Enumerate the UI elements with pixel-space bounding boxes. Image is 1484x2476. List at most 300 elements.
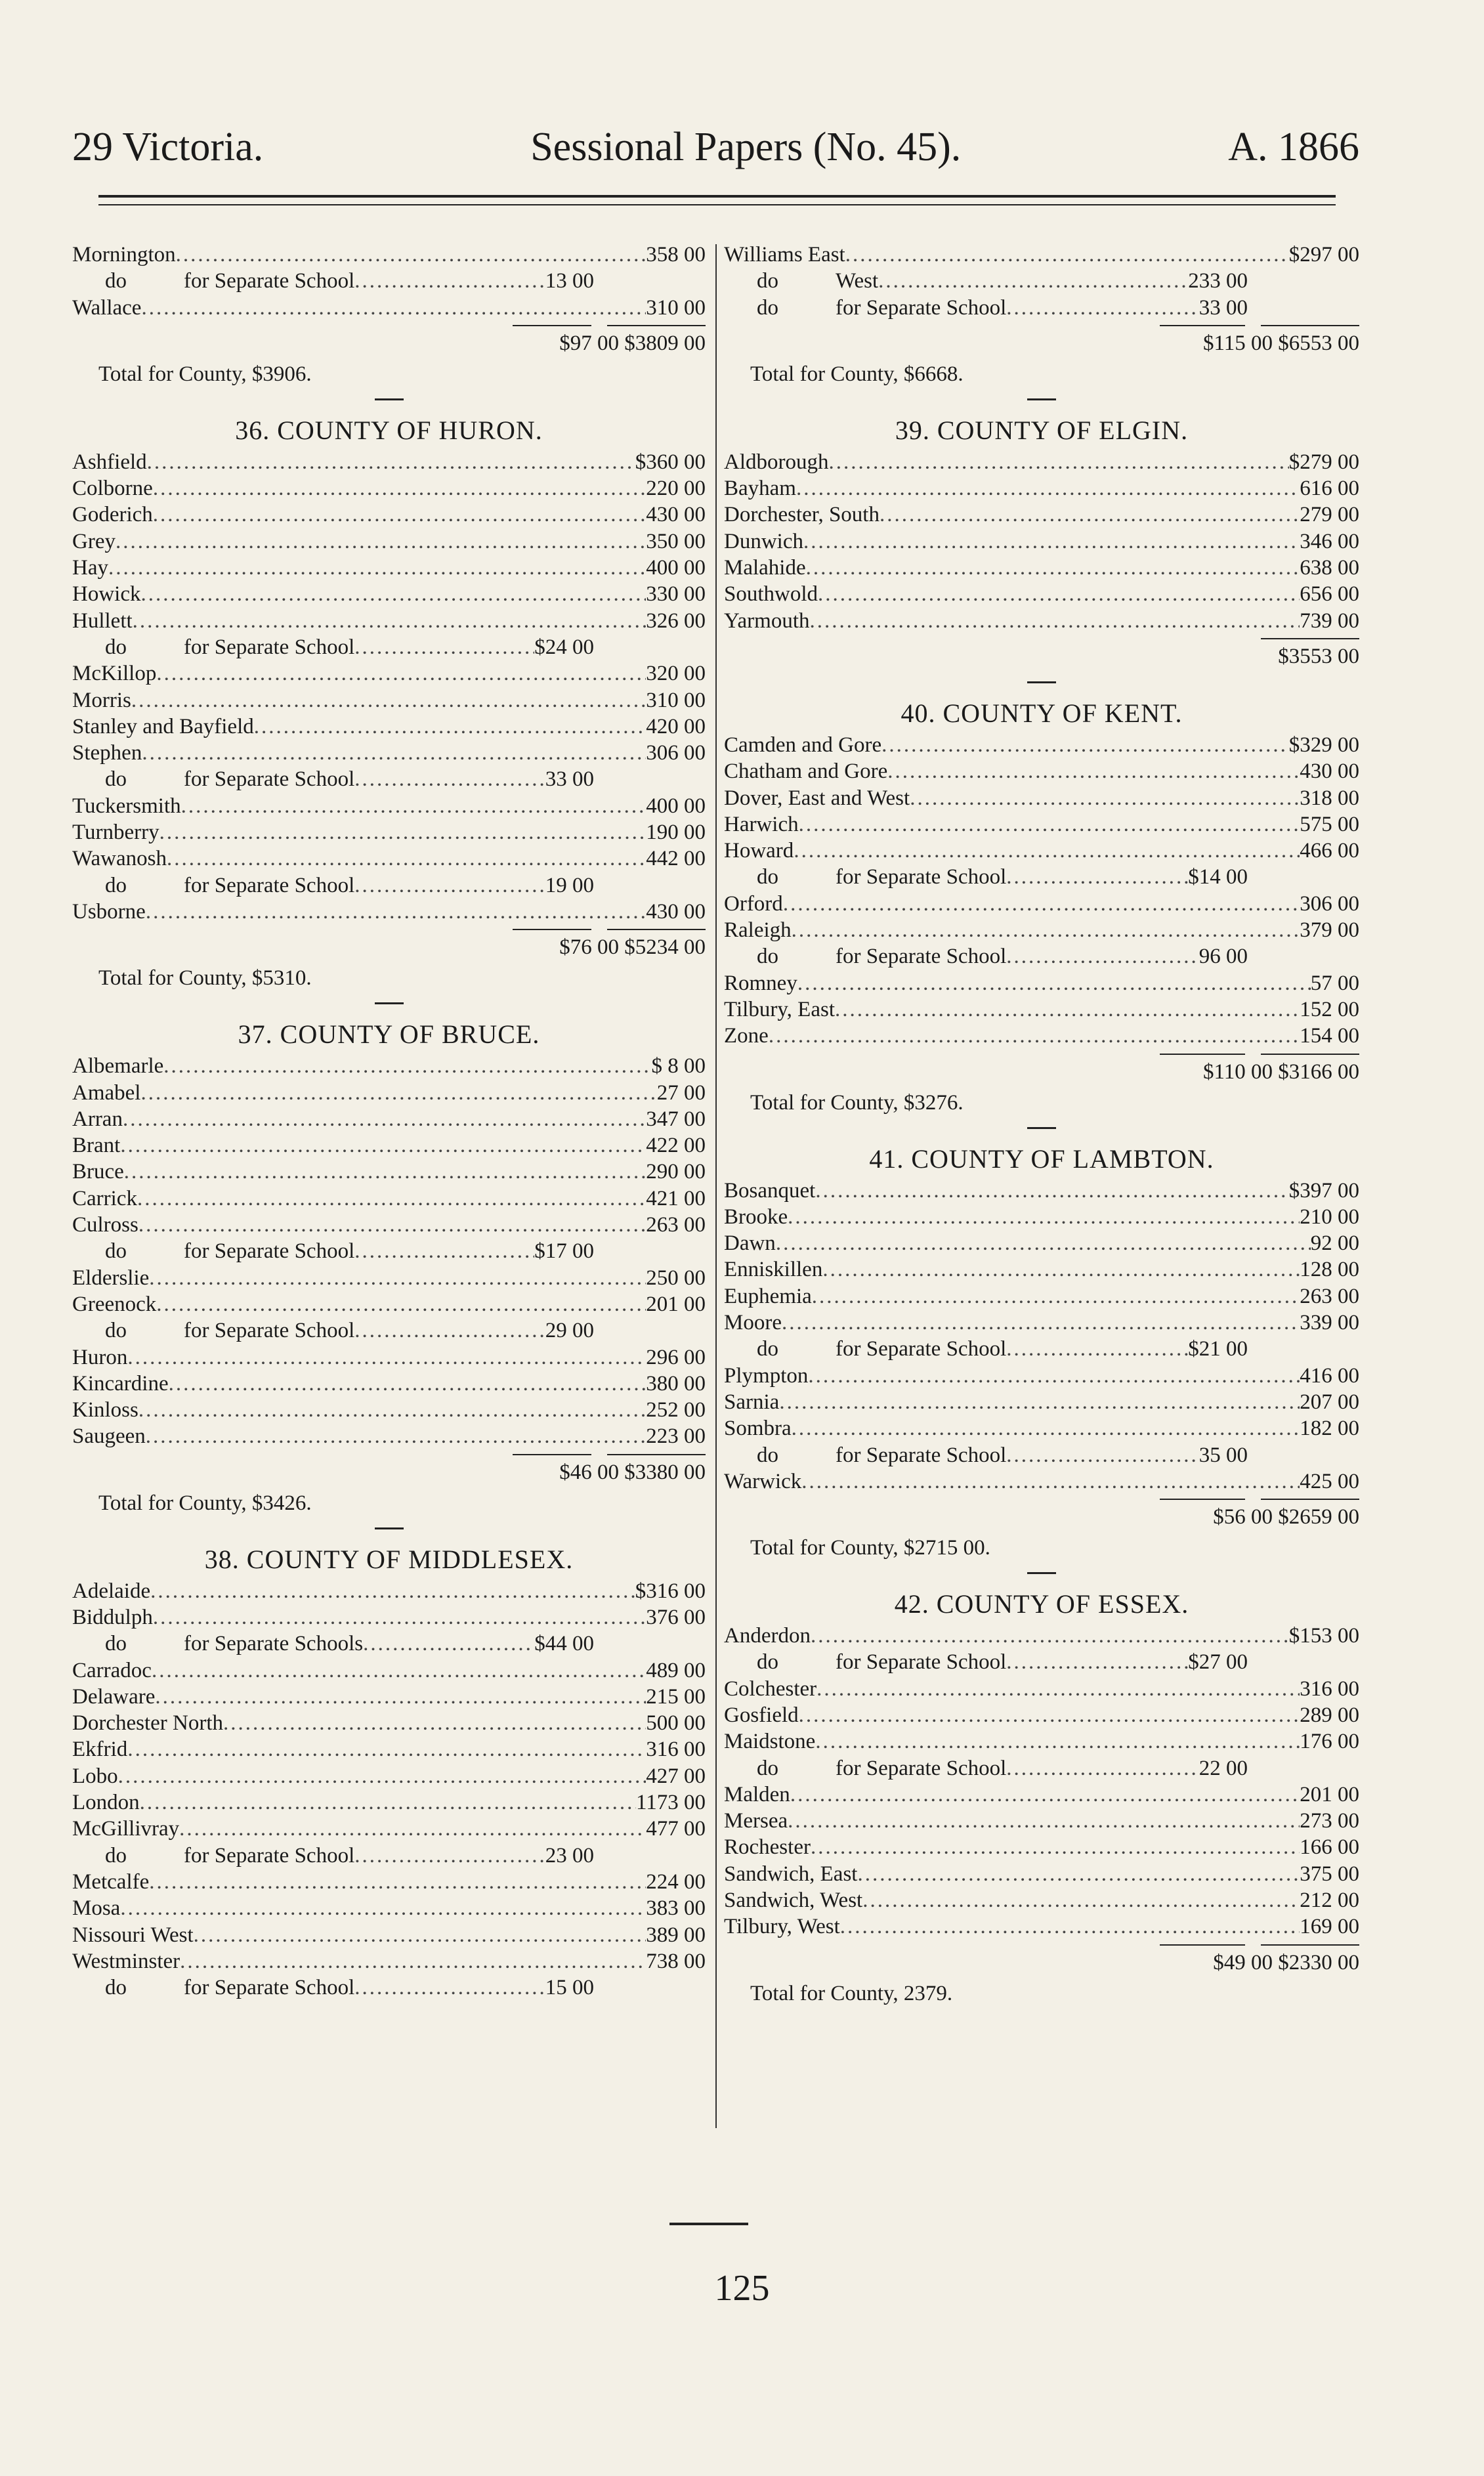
lambton-rows — [724, 1178, 1359, 1495]
section-divider — [375, 1002, 404, 1004]
ledger-row — [72, 475, 706, 502]
leader-dots — [862, 1887, 1300, 1913]
ledger-row — [72, 1371, 706, 1397]
section-divider — [1027, 1572, 1056, 1574]
ledger-row — [72, 740, 706, 766]
row-amount: 296 00 — [646, 1345, 706, 1369]
row-amount: 252 00 — [646, 1398, 706, 1422]
ledger-row — [72, 1578, 706, 1604]
row-amount: 379 00 — [1300, 918, 1359, 943]
ledger-row — [72, 1657, 706, 1684]
row-amount: 220 00 — [646, 477, 706, 501]
leader-dots — [146, 1423, 646, 1449]
row-name: Howick — [72, 582, 141, 607]
ledger-row — [72, 581, 706, 607]
row-name: Hay — [72, 556, 108, 580]
sum-rule — [724, 321, 1359, 330]
row-amount: 346 00 — [1300, 529, 1359, 553]
row-amount: 22 00 — [1198, 1756, 1248, 1780]
row-amount: $44 00 — [534, 1632, 594, 1656]
ledger-row — [724, 785, 1359, 811]
leader-dots — [120, 1895, 646, 1921]
row-name: do — [757, 1756, 778, 1780]
row-label: for Separate School — [184, 1319, 355, 1343]
row-amount: 263 00 — [646, 1213, 706, 1237]
leader-dots — [108, 555, 646, 581]
ledger-row — [724, 1808, 1359, 1834]
header-center: Sessional Papers (No. 45). — [530, 125, 962, 169]
row-amount: 656 00 — [1300, 582, 1359, 607]
heading-kent: 40. COUNTY OF KENT. — [901, 698, 1183, 728]
huron-rows — [72, 449, 706, 925]
ledger-row — [72, 899, 706, 925]
ledger-subrow — [724, 943, 1359, 970]
leader-dots — [159, 819, 647, 845]
ledger-row — [72, 1684, 706, 1710]
sum-rule — [724, 1050, 1359, 1059]
ledger-row — [724, 1728, 1359, 1755]
heading-lambton: 41. COUNTY OF LAMBTON. — [869, 1143, 1214, 1174]
leader-dots — [137, 1185, 646, 1212]
ledger-subrow — [72, 1843, 706, 1869]
ledger-row — [72, 502, 706, 528]
ledger-subrow — [72, 268, 706, 294]
leader-dots — [1006, 864, 1188, 890]
ledger-row — [724, 1887, 1359, 1913]
row-amount: 316 00 — [646, 1738, 706, 1762]
ledger-subrow — [724, 1336, 1359, 1362]
row-name: Zone — [724, 1024, 769, 1048]
left-top-total: Total for County, $3906. — [98, 362, 312, 386]
row-amount: 316 00 — [1300, 1676, 1359, 1701]
row-amount: 154 00 — [1300, 1024, 1359, 1048]
left-column — [72, 242, 706, 2001]
leader-dots — [181, 793, 647, 819]
row-name: Chatham and Gore — [724, 759, 888, 784]
row-label: for Separate School — [836, 1650, 1007, 1675]
ledger-row — [724, 1283, 1359, 1310]
row-amount: 383 00 — [646, 1896, 706, 1921]
row-name: Malden — [724, 1782, 790, 1806]
row-amount: 326 00 — [646, 608, 706, 633]
leader-dots — [138, 1212, 646, 1238]
leader-dots — [1006, 1336, 1188, 1362]
row-label: for Separate School — [184, 1239, 355, 1264]
left-top-sum: $97 00 $3809 00 — [559, 331, 706, 355]
ledger-row — [724, 1468, 1359, 1495]
bruce-total: Total for County, $3426. — [98, 1491, 312, 1515]
row-amount: 330 00 — [646, 582, 706, 607]
leader-dots — [179, 1816, 646, 1842]
ledger-row — [72, 845, 706, 872]
ledger-row — [72, 1736, 706, 1762]
ledger-row — [724, 1834, 1359, 1860]
row-name: Westminster — [72, 1949, 180, 1973]
leader-dots — [818, 581, 1300, 607]
row-amount: 400 00 — [646, 556, 706, 580]
row-name: Morris — [72, 688, 131, 712]
ledger-row — [72, 1869, 706, 1895]
ledger-row — [724, 528, 1359, 555]
ledger-row — [72, 1132, 706, 1159]
elgin-rows — [724, 449, 1359, 634]
huron-sum: $76 00 $5234 00 — [559, 935, 706, 960]
row-label: for Separate School — [836, 1337, 1007, 1361]
ledger-row — [724, 1023, 1359, 1049]
leader-dots — [138, 1397, 646, 1423]
row-name: Dawn — [724, 1231, 776, 1256]
ledger-row — [72, 242, 706, 268]
ledger-row — [72, 528, 706, 555]
row-name: Sandwich, East — [724, 1862, 858, 1886]
row-name: do — [105, 1632, 127, 1656]
row-amount: $24 00 — [534, 635, 594, 659]
ledger-subrow — [724, 1649, 1359, 1675]
row-amount: 430 00 — [646, 899, 706, 924]
leader-dots — [788, 1204, 1300, 1230]
row-name: do — [757, 1443, 778, 1467]
leader-dots — [769, 1023, 1300, 1049]
row-name: Yarmouth — [724, 608, 810, 633]
row-amount: $153 00 — [1288, 1624, 1359, 1648]
row-name: do — [757, 865, 778, 889]
row-name: Moore — [724, 1311, 782, 1335]
row-name: Kincardine — [72, 1371, 169, 1396]
row-name: McGillivray — [72, 1817, 180, 1841]
leader-dots — [1006, 1755, 1199, 1782]
leader-dots — [887, 758, 1300, 784]
ledger-row — [72, 608, 706, 634]
leader-dots — [147, 449, 635, 475]
row-name: Bruce — [72, 1160, 124, 1184]
row-name: do — [105, 1239, 127, 1264]
leader-dots — [812, 1283, 1300, 1310]
row-name: Arran — [72, 1107, 123, 1131]
ledger-row — [72, 1789, 706, 1816]
row-amount: 738 00 — [646, 1949, 706, 1973]
leader-dots — [150, 1578, 635, 1604]
ledger-row — [72, 555, 706, 581]
leader-dots — [1006, 1442, 1199, 1468]
row-name: Anderdon — [724, 1624, 811, 1648]
row-name: Kinloss — [72, 1398, 138, 1422]
row-name: Howard — [724, 839, 794, 863]
row-amount: 223 00 — [646, 1424, 706, 1449]
leader-dots — [118, 1763, 647, 1789]
header-rule-thin — [98, 204, 1336, 205]
row-label: for Separate School — [836, 1756, 1007, 1780]
ledger-row — [72, 819, 706, 845]
row-name: Dorchester, South — [724, 503, 880, 527]
leader-dots — [153, 475, 646, 502]
row-label: for Separate Schools — [184, 1632, 364, 1656]
leader-dots — [808, 1363, 1300, 1389]
leader-dots — [146, 899, 646, 925]
ledger-row — [724, 1913, 1359, 1940]
row-amount: 318 00 — [1300, 786, 1359, 810]
row-amount: 210 00 — [1300, 1205, 1359, 1229]
leader-dots — [123, 1106, 646, 1132]
row-name: Williams East — [724, 243, 845, 267]
row-name: Mersea — [724, 1809, 788, 1833]
leader-dots — [354, 1317, 545, 1344]
row-name: Colborne — [72, 477, 153, 501]
row-name: do — [105, 1843, 127, 1868]
ledger-row — [72, 1423, 706, 1449]
ledger-row — [724, 1310, 1359, 1336]
row-name: Mosa — [72, 1896, 121, 1921]
column-divider — [715, 244, 717, 2128]
row-amount: 477 00 — [646, 1817, 706, 1841]
ledger-row — [724, 608, 1359, 634]
sum-rule — [724, 634, 1359, 643]
ledger-row — [724, 449, 1359, 475]
section-divider — [1027, 398, 1056, 400]
bruce-sum: $46 00 $3380 00 — [559, 1460, 706, 1484]
ledger-row — [72, 660, 706, 687]
leader-dots — [845, 242, 1289, 268]
leader-dots — [1006, 943, 1199, 970]
row-name: Amabel — [72, 1080, 141, 1105]
row-name: Elderslie — [72, 1266, 150, 1290]
row-amount: $14 00 — [1188, 865, 1248, 889]
row-amount: 215 00 — [646, 1684, 706, 1709]
ledger-row — [724, 1230, 1359, 1256]
row-name: Stephen — [72, 741, 142, 765]
row-amount: 212 00 — [1300, 1889, 1359, 1913]
leader-dots — [363, 1631, 534, 1657]
row-amount: 489 00 — [646, 1658, 706, 1682]
row-amount: 442 00 — [646, 847, 706, 871]
row-name: Saugeen — [72, 1424, 146, 1449]
row-name: Sandwich, West — [724, 1889, 863, 1913]
row-amount: $17 00 — [534, 1239, 594, 1264]
row-name: do — [757, 945, 778, 969]
leader-dots — [141, 295, 646, 321]
ledger-row — [72, 1397, 706, 1423]
row-amount: $27 00 — [1188, 1650, 1248, 1675]
leader-dots — [822, 1256, 1300, 1283]
ledger-row — [724, 1256, 1359, 1283]
row-amount: 421 00 — [646, 1186, 706, 1210]
leader-dots — [779, 1389, 1300, 1415]
row-amount: 350 00 — [646, 529, 706, 553]
row-name: Wawanosh — [72, 847, 167, 871]
leader-dots — [116, 528, 646, 555]
row-amount: 739 00 — [1300, 608, 1359, 633]
row-name: Sarnia — [724, 1390, 780, 1414]
row-amount: 92 00 — [1310, 1231, 1359, 1256]
section-divider — [375, 1527, 404, 1529]
row-amount: $279 00 — [1288, 450, 1359, 474]
footer-rule — [669, 2223, 748, 2225]
leader-dots — [816, 1676, 1300, 1702]
ledger-row — [724, 1676, 1359, 1702]
leader-dots — [797, 970, 1311, 996]
leader-dots — [815, 1728, 1300, 1755]
ledger-row — [724, 555, 1359, 581]
heading-huron: 36. COUNTY OF HURON. — [235, 415, 543, 445]
leader-dots — [149, 1265, 646, 1291]
right-top-total: Total for County, $6668. — [750, 362, 964, 386]
ledger-row — [72, 1710, 706, 1736]
row-amount: $ 8 00 — [651, 1054, 706, 1078]
row-amount: 310 00 — [646, 688, 706, 712]
ledger-row — [724, 1204, 1359, 1230]
heading-bruce: 37. COUNTY OF BRUCE. — [238, 1019, 540, 1050]
ledger-row — [724, 1178, 1359, 1204]
row-amount: 33 00 — [545, 767, 594, 792]
row-amount: 289 00 — [1300, 1703, 1359, 1727]
row-amount: 57 00 — [1310, 971, 1359, 995]
heading-essex: 42. COUNTY OF ESSEX. — [894, 1589, 1189, 1619]
row-name: Tuckersmith — [72, 794, 181, 818]
row-name: London — [72, 1791, 140, 1815]
row-amount: 500 00 — [646, 1711, 706, 1736]
leader-dots — [792, 917, 1300, 943]
section-divider — [375, 398, 404, 400]
leader-dots — [881, 732, 1289, 758]
row-amount: 96 00 — [1198, 945, 1248, 969]
leader-dots — [835, 996, 1300, 1023]
ledger-row — [724, 1861, 1359, 1887]
row-amount: 380 00 — [646, 1371, 706, 1396]
essex-total: Total for County, 2379. — [750, 1981, 953, 2005]
leader-dots — [782, 1310, 1300, 1336]
leader-dots — [1006, 295, 1199, 321]
ledger-row — [72, 1922, 706, 1948]
row-name: do — [105, 1319, 127, 1343]
row-name: McKillop — [72, 662, 157, 686]
ledger-row — [724, 838, 1359, 864]
row-amount: 358 00 — [646, 243, 706, 267]
right-column — [724, 242, 1359, 2009]
row-name: Metcalfe — [72, 1869, 150, 1894]
row-name: Plympton — [724, 1363, 809, 1388]
kent-rows — [724, 732, 1359, 1050]
row-amount: 389 00 — [646, 1923, 706, 1947]
row-name: Turnberry — [72, 821, 159, 845]
row-amount: 430 00 — [1300, 759, 1359, 784]
ledger-row — [72, 1080, 706, 1106]
ledger-row — [724, 1363, 1359, 1389]
leader-dots — [354, 634, 534, 660]
leader-dots — [788, 1808, 1300, 1834]
row-amount: 425 00 — [1300, 1469, 1359, 1493]
right-top-rows — [724, 242, 1359, 321]
ledger-subrow — [72, 634, 706, 660]
leader-dots — [801, 1468, 1300, 1495]
ledger-row — [724, 917, 1359, 943]
leader-dots — [840, 1913, 1300, 1940]
row-label: for Separate School — [836, 295, 1007, 320]
row-name: Malahide — [724, 556, 806, 580]
ledger-subrow — [724, 295, 1359, 321]
row-label: for Separate School — [836, 1443, 1007, 1467]
row-amount: 27 00 — [656, 1080, 706, 1105]
leader-dots — [799, 811, 1300, 838]
row-amount: 273 00 — [1300, 1809, 1359, 1833]
row-name: Goderich — [72, 503, 153, 527]
row-amount: $316 00 — [635, 1579, 706, 1603]
header-right: A. 1866 — [1228, 125, 1359, 169]
ledger-row — [72, 1212, 706, 1238]
leader-dots — [156, 660, 646, 687]
ledger-row — [72, 1763, 706, 1789]
ledger-subrow — [72, 1238, 706, 1264]
row-name: Raleigh — [724, 918, 792, 943]
row-amount: $329 00 — [1288, 733, 1359, 757]
row-amount: 15 00 — [545, 1976, 594, 2000]
row-name: Biddulph — [72, 1605, 153, 1629]
heading-elgin: 39. COUNTY OF ELGIN. — [895, 415, 1189, 445]
row-amount: 575 00 — [1300, 812, 1359, 836]
ledger-subrow — [72, 1974, 706, 2001]
row-label: for Separate School — [836, 865, 1007, 889]
lambton-total: Total for County, $2715 00. — [750, 1536, 990, 1560]
left-top-rows — [72, 242, 706, 321]
ledger-row — [72, 793, 706, 819]
leader-dots — [910, 785, 1300, 811]
leader-dots — [811, 1834, 1300, 1860]
row-name: Adelaide — [72, 1579, 151, 1603]
row-amount: 190 00 — [646, 821, 706, 845]
row-name: Dorchester North — [72, 1711, 224, 1736]
elgin-sum: $3553 00 — [1278, 644, 1359, 668]
row-amount: 224 00 — [646, 1869, 706, 1894]
leader-dots — [155, 1684, 646, 1710]
leader-dots — [790, 1782, 1300, 1808]
row-name: Culross — [72, 1213, 138, 1237]
leader-dots — [153, 502, 646, 528]
sum-rule — [72, 321, 706, 330]
row-label: for Separate School — [184, 635, 355, 659]
leader-dots — [783, 891, 1300, 917]
row-name: do — [105, 635, 127, 659]
ledger-row — [724, 1389, 1359, 1415]
leader-dots — [354, 766, 545, 792]
leader-dots — [140, 1789, 636, 1816]
page-header — [72, 112, 1359, 171]
ledger-row — [724, 891, 1359, 917]
row-amount: 400 00 — [646, 794, 706, 818]
ledger-row — [72, 1604, 706, 1631]
row-amount: 233 00 — [1188, 269, 1248, 293]
row-name: Rochester — [724, 1835, 811, 1860]
row-amount: 263 00 — [1300, 1284, 1359, 1308]
row-label: for Separate School — [184, 873, 355, 897]
leader-dots — [133, 608, 647, 634]
section-divider — [1027, 1127, 1056, 1129]
row-amount: 1173 00 — [635, 1791, 706, 1815]
row-amount: 29 00 — [545, 1319, 594, 1343]
leader-dots — [354, 268, 545, 294]
sum-rule — [72, 1450, 706, 1459]
ledger-row — [724, 996, 1359, 1023]
row-name: do — [105, 767, 127, 792]
row-amount: 201 00 — [646, 1292, 706, 1316]
sum-rule — [724, 1940, 1359, 1950]
row-name: Dunwich — [724, 529, 803, 553]
ledger-row — [72, 1948, 706, 1974]
leader-dots — [140, 581, 646, 607]
row-name: do — [105, 873, 127, 897]
row-amount: 638 00 — [1300, 556, 1359, 580]
ledger-row — [72, 1106, 706, 1132]
row-name: Albemarle — [72, 1054, 164, 1078]
leader-dots — [176, 242, 647, 268]
row-amount: 306 00 — [646, 741, 706, 765]
